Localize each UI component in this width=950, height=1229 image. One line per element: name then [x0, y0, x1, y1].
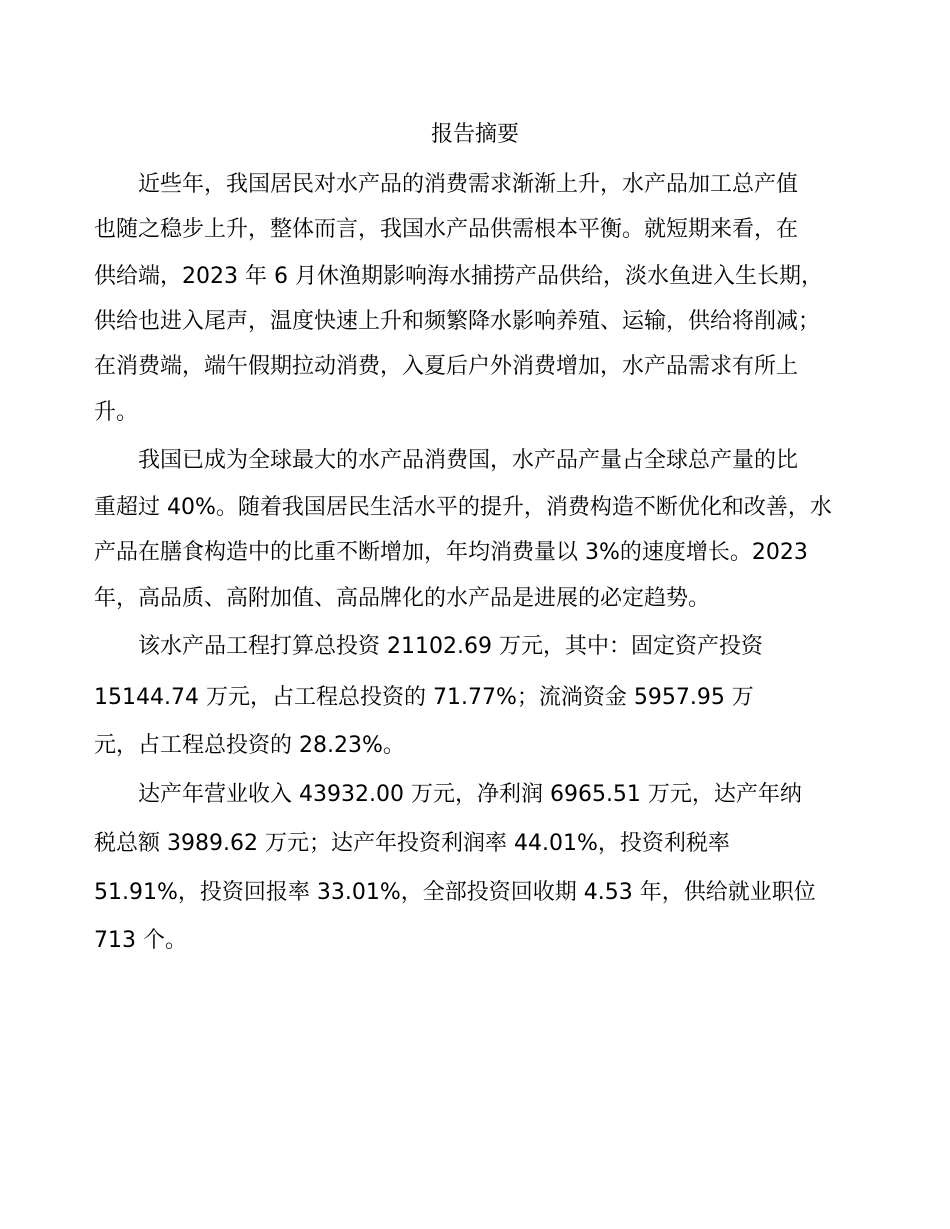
paragraph-4-line-1: 达产年营业收入 43932.00 万元，净利润 6965.51 万元，达产年纳 [138, 782, 802, 807]
paragraph-2-line-2: 重超过 40%。随着我国居民生活水平的提升，消费构造不断优化和改善，水 [94, 495, 832, 520]
paragraph-1-line-3: 供给端，2023 年 6 月休渔期影响海水捕捞产品供给，淡水鱼进入生长期， [94, 264, 823, 289]
paragraph-4-line-3: 51.91%，投资回报率 33.01%，全部投资回收期 4.53 年，供给就业职位 [94, 880, 816, 905]
paragraph-1-line-2: 也随之稳步上升，整体而言，我国水产品供需根本平衡。就短期来看，在 [94, 217, 799, 242]
paragraph-1-line-5: 在消费端，端午假期拉动消费，入夏后户外消费增加，水产品需求有所上 [94, 354, 799, 379]
paragraph-3-line-1: 该水产品工程打算总投资 21102.69 万元，其中：固定资产投资 [138, 634, 763, 659]
report-title: 报告摘要 [430, 122, 519, 147]
paragraph-3-line-3: 元，占工程总投资的 28.23%。 [94, 733, 405, 758]
paragraph-1-line-4: 供给也进入尾声，温度快速上升和频繁降水影响养殖、运输，供给将削减； [94, 309, 821, 334]
paragraph-2-line-1: 我国已成为全球最大的水产品消费国，水产品产量占全球总产量的比 [138, 448, 799, 473]
paragraph-1-line-1: 近些年，我国居民对水产品的消费需求渐渐上升，水产品加工总产值 [138, 172, 799, 197]
paragraph-2-line-3: 产品在膳食构造中的比重不断增加，年均消费量以 3%的速度增长。2023 [94, 540, 808, 565]
paragraph-1-line-6: 升。 [94, 400, 139, 425]
paragraph-3-line-2: 15144.74 万元，占工程总投资的 71.77%；流淌资金 5957.95 万 [94, 685, 754, 710]
paragraph-4-line-2: 税总额 3989.62 万元；达产年投资利润率 44.01%，投资利税率 [94, 831, 730, 856]
paragraph-2-line-4: 年，高品质、高附加值、高品牌化的水产品是进展的必定趋势。 [94, 586, 711, 611]
paragraph-4-line-4: 713 个。 [94, 928, 187, 953]
